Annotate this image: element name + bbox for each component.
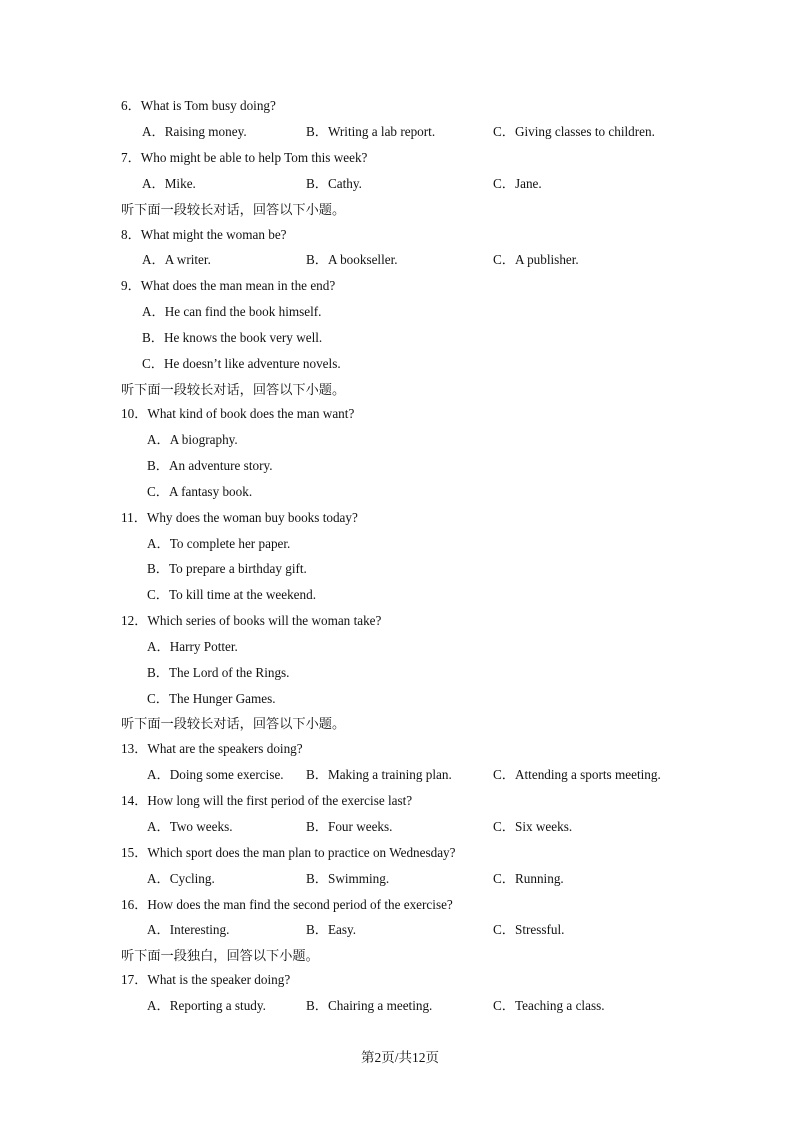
question-17-option-c: C．Teaching a class. <box>493 998 605 1013</box>
question-10-option-a: A．A biography. <box>147 432 238 447</box>
question-11-option-a: A．To complete her paper. <box>147 536 291 551</box>
question-15-option-b: B．Swimming. <box>306 871 390 886</box>
question-11-option-b: B．To prepare a birthday gift. <box>147 561 307 576</box>
question-13-option-a: A．Doing some exercise. <box>147 767 284 782</box>
question-14-option-c: C．Six weeks. <box>493 819 573 834</box>
question-15-stem: 15．Which sport does the man plan to practice on Wednesday? <box>121 845 456 860</box>
question-6-option-c: C．Giving classes to children. <box>493 124 655 139</box>
section-instruction: 听下面一段较长对话，回答以下小题。 <box>121 202 346 217</box>
question-9-stem: 9．What does the man mean in the end? <box>121 278 336 293</box>
question-17-stem: 17．What is the speaker doing? <box>121 972 291 987</box>
question-16-option-c: C．Stressful. <box>493 922 565 937</box>
question-13-option-c: C．Attending a sports meeting. <box>493 767 661 782</box>
question-7-option-a: A．Mike. <box>142 176 196 191</box>
question-14-stem: 14．How long will the first period of the exercise last? <box>121 793 413 808</box>
question-9-option-c: C．He doesn’t like adventure novels. <box>142 356 341 371</box>
question-16-option-b: B．Easy. <box>306 922 357 937</box>
question-15-option-a: A．Cycling. <box>147 871 215 886</box>
question-6-option-a: A．Raising money. <box>142 124 247 139</box>
question-11-stem: 11．Why does the woman buy books today? <box>121 510 358 525</box>
question-12-stem: 12．Which series of books will the woman take? <box>121 613 382 628</box>
page-number: 第2页/共12页 <box>360 1050 439 1065</box>
question-12-option-c: C．The Hunger Games. <box>147 691 276 706</box>
question-9-option-a: A．He can find the book himself. <box>142 304 322 319</box>
question-14-option-b: B．Four weeks. <box>306 819 393 834</box>
question-12-option-a: A．Harry Potter. <box>147 639 238 654</box>
question-17-option-b: B．Chairing a meeting. <box>306 998 433 1013</box>
question-13-option-b: B．Making a training plan. <box>306 767 452 782</box>
question-12-option-b: B．The Lord of the Rings. <box>147 665 290 680</box>
question-13-stem: 13．What are the speakers doing? <box>121 741 303 756</box>
question-8-option-b: B．A bookseller. <box>306 252 398 267</box>
question-10-option-b: B．An adventure story. <box>147 458 273 473</box>
question-6-stem: 6．What is Tom busy doing? <box>121 98 276 113</box>
question-7-option-b: B．Cathy. <box>306 176 362 191</box>
question-11-option-c: C．To kill time at the weekend. <box>147 587 317 602</box>
question-9-option-b: B．He knows the book very well. <box>142 330 323 345</box>
question-7-stem: 7．Who might be able to help Tom this week? <box>121 150 368 165</box>
section-instruction: 听下面一段独白，回答以下小题。 <box>121 948 319 963</box>
question-7-option-c: C．Jane. <box>493 176 542 191</box>
question-14-option-a: A．Two weeks. <box>147 819 233 834</box>
question-8-stem: 8．What might the woman be? <box>121 227 287 242</box>
question-10-stem: 10．What kind of book does the man want? <box>121 406 355 421</box>
question-16-option-a: A．Interesting. <box>147 922 230 937</box>
question-10-option-c: C．A fantasy book. <box>147 484 253 499</box>
section-instruction: 听下面一段较长对话，回答以下小题。 <box>121 716 346 731</box>
question-16-stem: 16．How does the man find the second period of the exercise? <box>121 897 453 912</box>
question-15-option-c: C．Running. <box>493 871 564 886</box>
question-17-option-a: A．Reporting a study. <box>147 998 266 1013</box>
question-8-option-a: A．A writer. <box>142 252 211 267</box>
question-8-option-c: C．A publisher. <box>493 252 579 267</box>
section-instruction: 听下面一段较长对话，回答以下小题。 <box>121 382 346 397</box>
question-6-option-b: B．Writing a lab report. <box>306 124 436 139</box>
